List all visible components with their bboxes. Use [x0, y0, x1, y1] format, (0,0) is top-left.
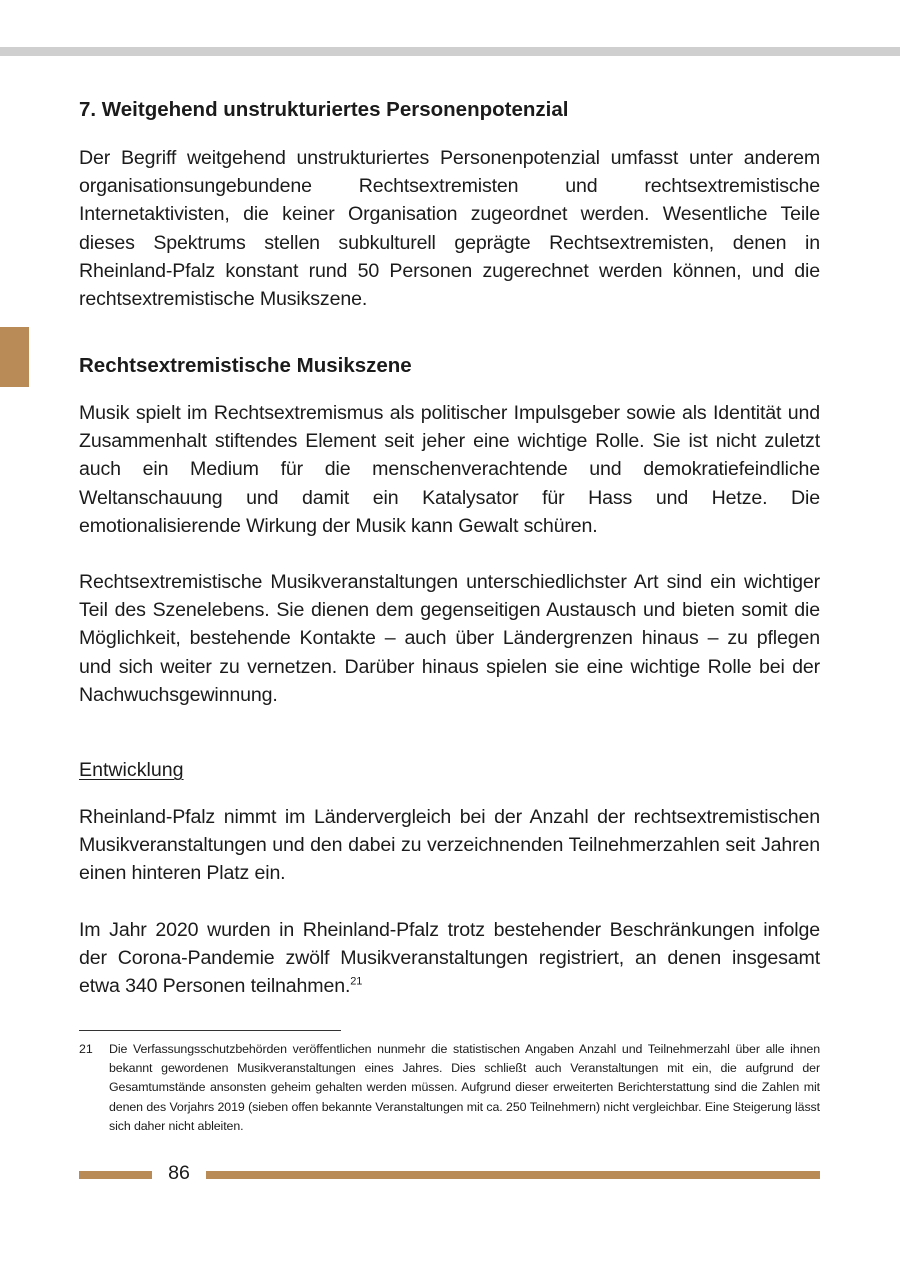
- music-paragraph-2: Rechtsextremistische Musikveranstaltungen unterschiedlichster Art sind ein wichtiger Teil des Szenelebens. Sie dienen dem gegenseitigen Austausch und bieten somit die Möglichkeit, bestehende Kontakte – auch über Ländergrenzen hinaus – zu pflegen und sich weiter zu vernetzen. Darüber hinaus spielen sie eine wichtige Rolle bei der Nachwuchsgewinnung.: [79, 571, 820, 706]
- development-paragraph-2-text: Im Jahr 2020 wurden in Rheinland-Pfalz trotz bestehender Beschränkungen infolge der Corona-Pandemie zwölf Musikveranstaltungen registriert, an denen insgesamt etwa 340 Personen teilnahmen.: [79, 919, 820, 998]
- footnote: [79, 1040, 820, 1136]
- top-header-bar: [0, 47, 900, 56]
- footnote-number: 21: [79, 1042, 93, 1056]
- section-title: 7. Weitgehend unstrukturiertes Personenpotenzial: [79, 98, 569, 121]
- footnote-text: Die Verfassungsschutzbehörden veröffentlichen nunmehr die statistischen Angaben Anzahl und Teilnehmerzahl über alle ihnen bekannt gewordenen Musikveranstaltungen eines Jahres. Dies schließt auch Veranstaltungen mit ein, die aufgrund der Gesamtumstände ansonsten geheim gehalten werden müssen. Aufgrund dieser erweiterten Berichterstattung sind die Zahlen mit denen des Vorjahrs 2019 (sieben offen bekannte Veranstaltungen mit ca. 250 Teilnehmern) nicht vergleichbar. Eine Steigerung lässt sich daher nicht ableiten.: [109, 1042, 820, 1133]
- footer-bar-right: [206, 1171, 820, 1179]
- development-paragraph-1: Rheinland-Pfalz nimmt im Ländervergleich bei der Anzahl der rechtsextremistischen Musikveranstaltungen und den dabei zu verzeichnenden Teilnehmerzahlen seit Jahren einen hinteren Platz ein.: [79, 806, 820, 885]
- music-scene-heading: Rechtsextremistische Musikszene: [79, 354, 412, 377]
- development-heading: Entwicklung: [79, 759, 184, 781]
- footer-bar-left: [79, 1171, 152, 1179]
- chapter-side-tab: [0, 327, 29, 387]
- page-number: 86: [168, 1162, 190, 1184]
- music-paragraph-1: Musik spielt im Rechtsextremismus als politischer Impulsgeber sowie als Identität und Zusammenhalt stiftendes Element seit jeher eine wichtige Rolle. Sie ist nicht zuletzt auch ein Medium für die menschenverachtende und demokratiefeindliche Weltanschauung und damit ein Katalysator für Hass und Hetze. Die emotionalisierende Wirkung der Musik kann Gewalt schüren.: [79, 402, 820, 537]
- footnote-divider: [79, 1030, 341, 1031]
- development-paragraph-2: [79, 916, 820, 1001]
- intro-paragraph: Der Begriff weitgehend unstrukturiertes Personenpotenzial umfasst unter anderem organisationsungebundene Rechtsextremisten und rechtsextremistische Internetaktivisten, die keiner Organisation zugeordnet werden. Wesentliche Teile dieses Spektrums stellen subkulturell geprägte Rechtsextremisten, denen in Rheinland-Pfalz konstant rund 50 Personen zugerechnet werden können, und die rechtsextremistische Musikszene.: [79, 147, 820, 311]
- footnote-reference[interactable]: 21: [350, 975, 363, 988]
